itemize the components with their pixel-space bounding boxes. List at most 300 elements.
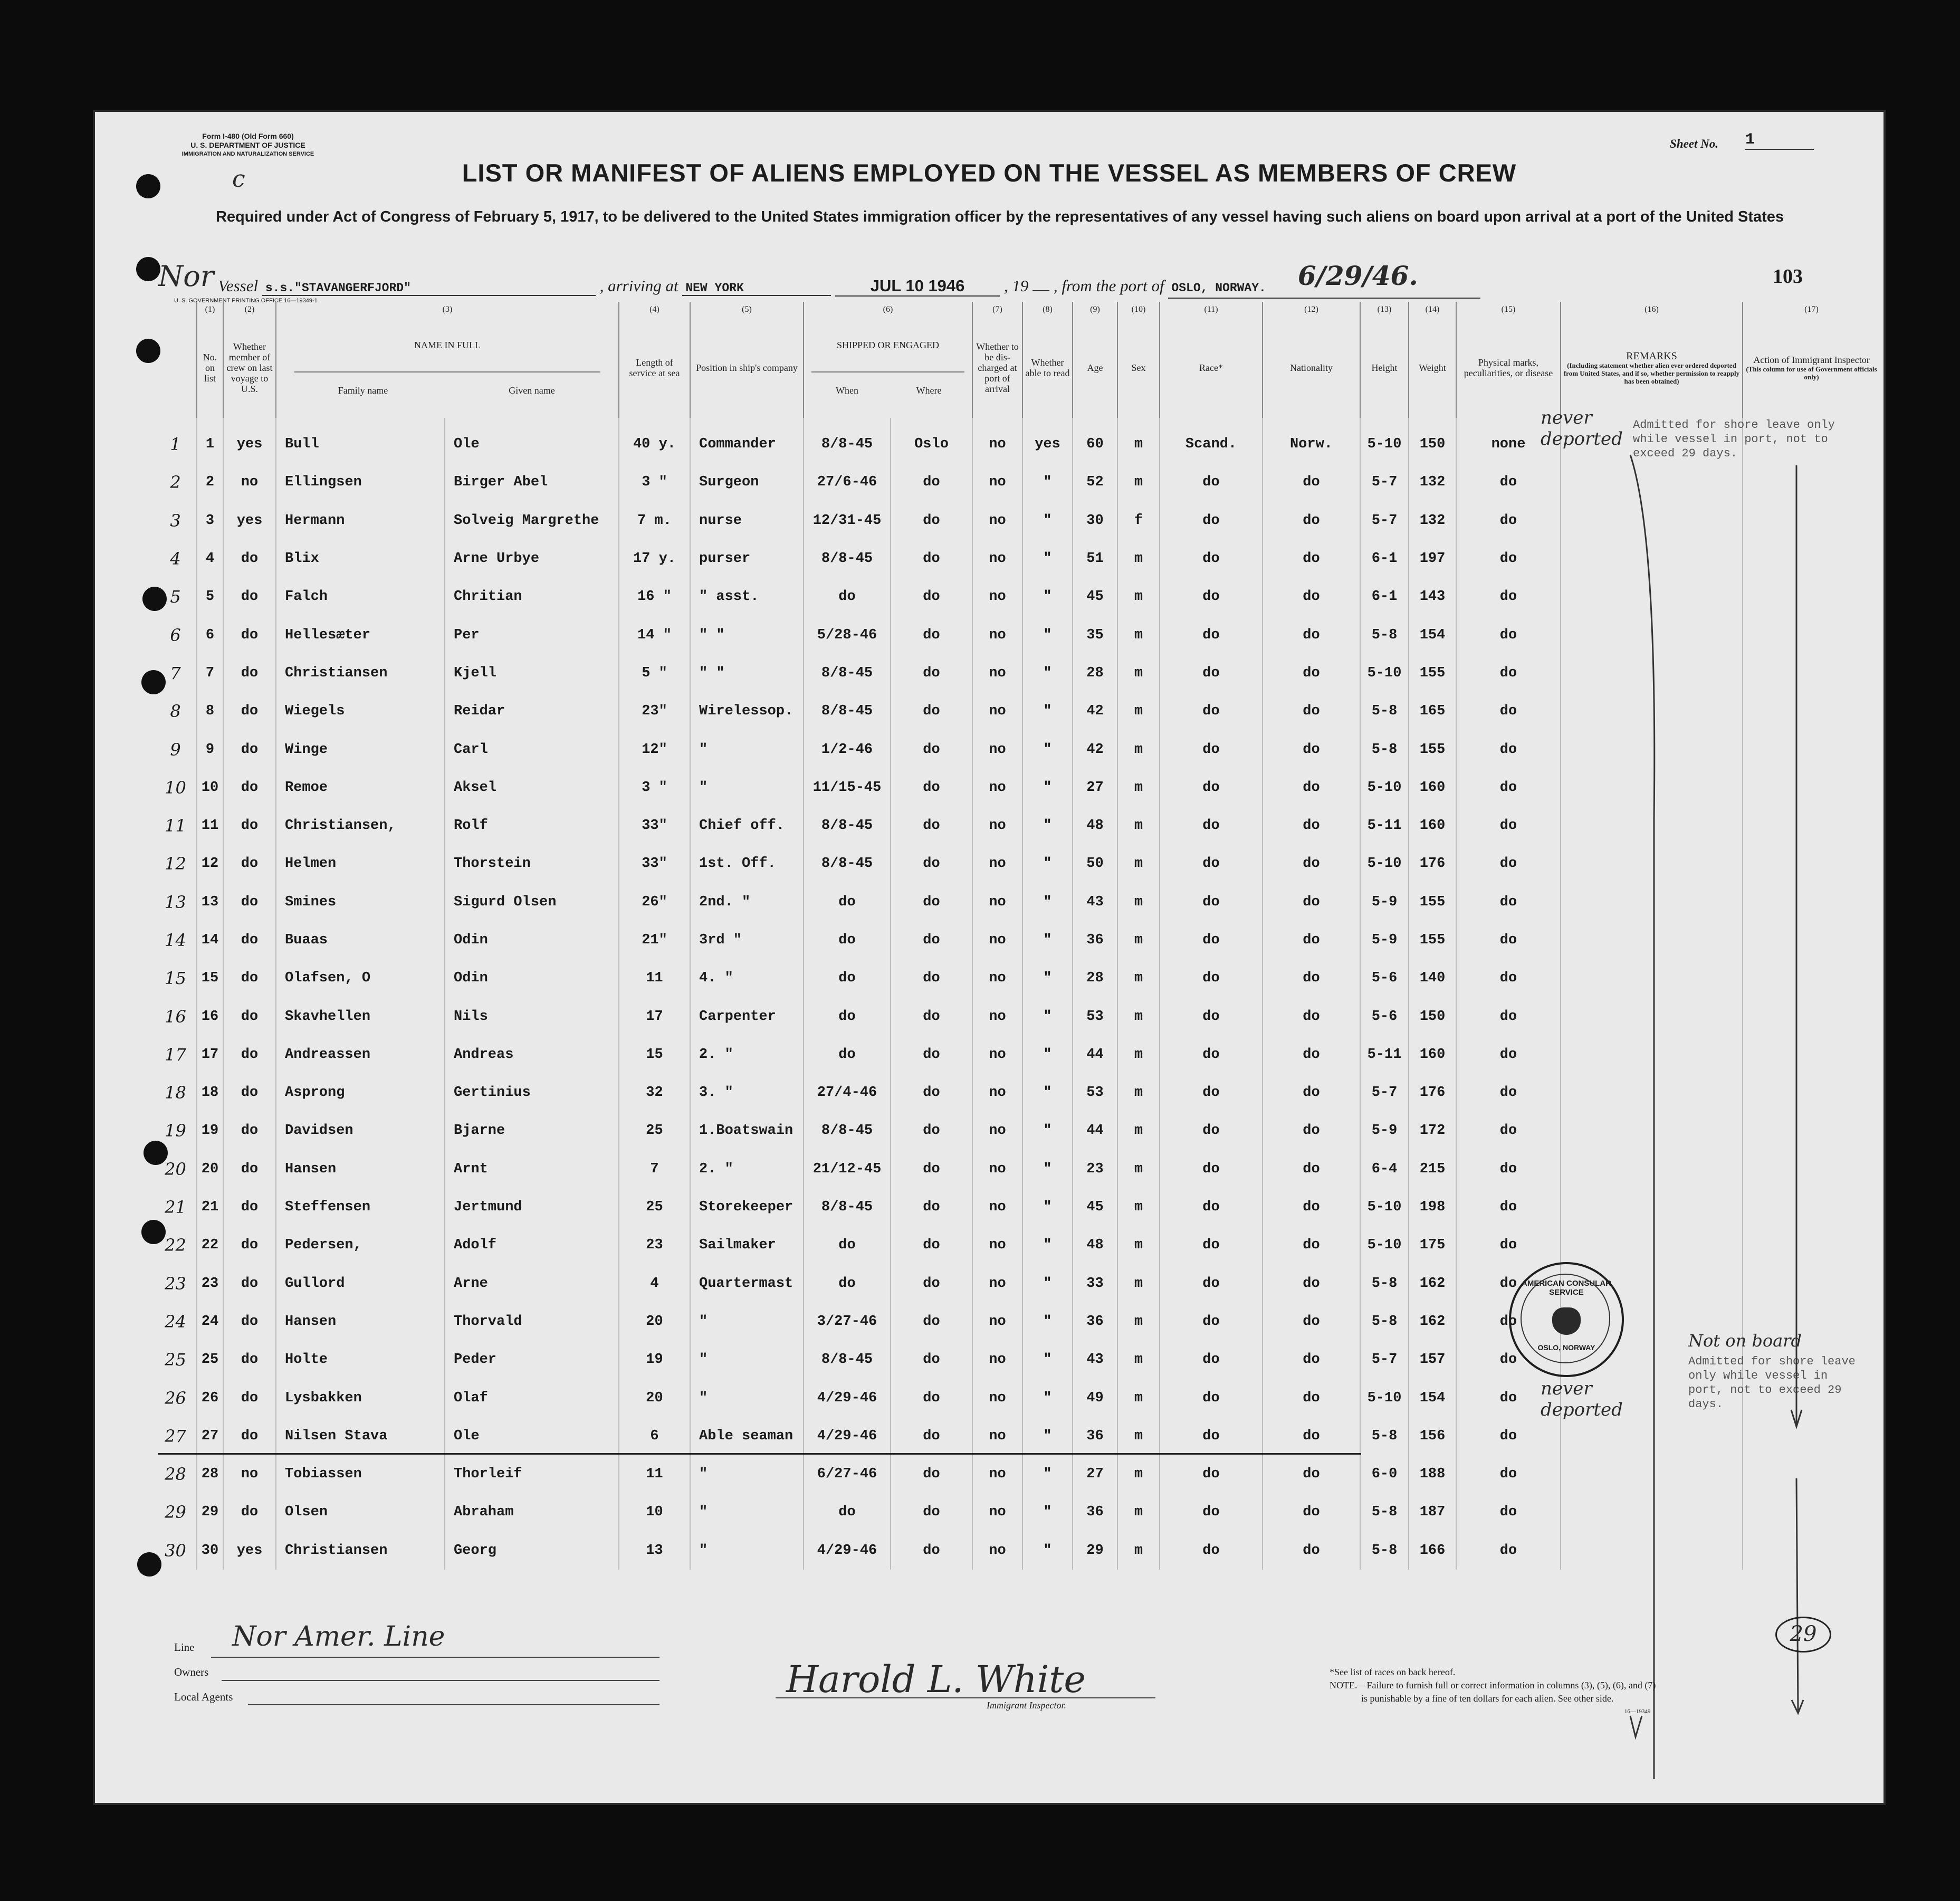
- colnum-8: (8): [1022, 302, 1073, 318]
- sex: m: [1117, 921, 1160, 959]
- height: 5-10: [1360, 1226, 1409, 1264]
- handwritten-row-number: 29: [165, 1502, 186, 1523]
- to-be-discharged: no: [972, 1532, 1022, 1570]
- nationality: do: [1263, 540, 1360, 578]
- height: 5-8: [1360, 1417, 1409, 1455]
- physical-marks: do: [1456, 769, 1561, 807]
- on-last-voyage: yes: [223, 418, 276, 463]
- shipped-where: do: [891, 1074, 972, 1112]
- handwritten-row-number: 1: [170, 434, 181, 455]
- to-be-discharged: no: [972, 1036, 1022, 1074]
- able-to-read: ": [1022, 1341, 1073, 1379]
- height: 5-8: [1360, 730, 1409, 768]
- race: do: [1160, 1188, 1263, 1226]
- able-to-read: ": [1022, 959, 1073, 997]
- family-name: Christiansen: [276, 1532, 445, 1570]
- on-last-voyage: do: [223, 1188, 276, 1226]
- list-number: 12: [197, 845, 223, 883]
- inspector-signature: Harold L. White: [786, 1658, 1086, 1701]
- colnum-10: (10): [1117, 302, 1160, 318]
- race: do: [1160, 1417, 1263, 1455]
- weight: 215: [1409, 1150, 1456, 1188]
- shipped-where: do: [891, 1303, 972, 1341]
- family-name: Davidsen: [276, 1112, 445, 1150]
- on-last-voyage: do: [223, 997, 276, 1035]
- physical-marks: do: [1456, 1150, 1561, 1188]
- on-last-voyage: yes: [223, 502, 276, 540]
- weight: 197: [1409, 540, 1456, 578]
- age: 23: [1073, 1150, 1117, 1188]
- on-last-voyage: do: [223, 616, 276, 654]
- physical-marks: do: [1456, 1188, 1561, 1226]
- length-of-service: 10: [619, 1493, 690, 1531]
- weight: 160: [1409, 807, 1456, 845]
- physical-marks: do: [1456, 463, 1561, 501]
- weight: 162: [1409, 1303, 1456, 1341]
- colnum-12: (12): [1263, 302, 1360, 318]
- weight: 157: [1409, 1341, 1456, 1379]
- departure-port-text: OSLO, NORWAY.: [1171, 281, 1266, 295]
- given-name: Birger Abel: [445, 463, 619, 501]
- height: 5-10: [1360, 769, 1409, 807]
- position: 2. ": [690, 1150, 804, 1188]
- position: Quartermast: [690, 1265, 804, 1303]
- length-of-service: 33": [619, 845, 690, 883]
- physical-marks: do: [1456, 616, 1561, 654]
- age: 50: [1073, 845, 1117, 883]
- length-of-service: 23: [619, 1226, 690, 1264]
- punch-hole: [136, 257, 160, 281]
- race: do: [1160, 730, 1263, 768]
- physical-marks: do: [1456, 1303, 1561, 1341]
- owners-underline: [222, 1680, 659, 1681]
- header-sex: Sex: [1117, 318, 1160, 418]
- header-race: Race*: [1160, 318, 1263, 418]
- race: do: [1160, 845, 1263, 883]
- sex: m: [1117, 1150, 1160, 1188]
- sex: m: [1117, 578, 1160, 616]
- on-last-voyage: do: [223, 1226, 276, 1264]
- nationality: Norw.: [1263, 418, 1360, 463]
- length-of-service: 23": [619, 692, 690, 730]
- length-of-service: 3 ": [619, 769, 690, 807]
- height: 5-8: [1360, 1303, 1409, 1341]
- length-of-service: 7: [619, 1150, 690, 1188]
- able-to-read: ": [1022, 883, 1073, 921]
- nationality: do: [1263, 959, 1360, 997]
- sex: m: [1117, 1493, 1160, 1531]
- seal-city: OSLO, NORWAY: [1537, 1343, 1595, 1352]
- given-name: Sigurd Olsen: [445, 883, 619, 921]
- weight: 150: [1409, 997, 1456, 1035]
- weight: 154: [1409, 616, 1456, 654]
- physical-marks: do: [1456, 654, 1561, 692]
- page-stamp: 103: [1773, 265, 1803, 288]
- able-to-read: ": [1022, 1417, 1073, 1455]
- handwritten-row-number: 11: [165, 816, 186, 836]
- height: 5-8: [1360, 1493, 1409, 1531]
- physical-marks: none: [1456, 418, 1561, 463]
- year-label: , 19: [1003, 276, 1029, 295]
- to-be-discharged: no: [972, 769, 1022, 807]
- family-name: Asprong: [276, 1074, 445, 1112]
- given-name: Ole: [445, 1417, 619, 1455]
- sheet-number-value: 1: [1745, 131, 1814, 150]
- header-discharged: Whether to be dis-charged at port of arrival: [972, 318, 1022, 418]
- given-name: Odin: [445, 921, 619, 959]
- physical-marks: do: [1456, 921, 1561, 959]
- to-be-discharged: no: [972, 1150, 1022, 1188]
- length-of-service: 3 ": [619, 463, 690, 501]
- length-of-service: 11: [619, 1455, 690, 1493]
- list-number: 19: [197, 1112, 223, 1150]
- weight: 160: [1409, 1036, 1456, 1074]
- handwritten-row-number: 17: [165, 1044, 186, 1065]
- position: Chief off.: [690, 807, 804, 845]
- physical-marks: do: [1456, 1417, 1561, 1455]
- weight: 176: [1409, 1074, 1456, 1112]
- age: 36: [1073, 1417, 1117, 1455]
- year-blank: [1032, 290, 1049, 291]
- shipped-when: 3/27-46: [804, 1303, 891, 1341]
- arrival-date-stamp: JUL 10 1946: [835, 276, 1000, 297]
- height: 5-10: [1360, 845, 1409, 883]
- shipped-when: 8/8-45: [804, 418, 891, 463]
- position: 2. ": [690, 1036, 804, 1074]
- header-remarks-title: REMARKS: [1626, 350, 1677, 362]
- list-number: 30: [197, 1532, 223, 1570]
- length-of-service: 14 ": [619, 616, 690, 654]
- sex: m: [1117, 1455, 1160, 1493]
- length-of-service: 6: [619, 1417, 690, 1455]
- vessel-label: Vessel: [218, 276, 259, 295]
- list-number: 10: [197, 769, 223, 807]
- family-name: Falch: [276, 578, 445, 616]
- on-last-voyage: do: [223, 1150, 276, 1188]
- given-name: Bjarne: [445, 1112, 619, 1150]
- shipped-where: do: [891, 1417, 972, 1455]
- row-24-strike-line: [158, 1453, 1361, 1455]
- length-of-service: 7 m.: [619, 502, 690, 540]
- colnum-9: (9): [1073, 302, 1117, 318]
- weight: 132: [1409, 463, 1456, 501]
- on-last-voyage: do: [223, 1074, 276, 1112]
- colnum-13: (13): [1360, 302, 1409, 318]
- sex: m: [1117, 845, 1160, 883]
- weight: 155: [1409, 883, 1456, 921]
- able-to-read: ": [1022, 1493, 1073, 1531]
- sheet-number-label: Sheet No.: [1670, 137, 1718, 150]
- shipped-where: do: [891, 1265, 972, 1303]
- footer-note-3: is punishable by a fine of ten dollars for each alien. See other side.: [1361, 1693, 1614, 1704]
- service-name: IMMIGRATION AND NATURALIZATION SERVICE: [181, 151, 314, 157]
- footer-note-1: *See list of races on back hereof.: [1330, 1667, 1456, 1677]
- length-of-service: 4: [619, 1265, 690, 1303]
- given-name: Adolf: [445, 1226, 619, 1264]
- race: do: [1160, 1265, 1263, 1303]
- physical-marks: do: [1456, 997, 1561, 1035]
- height: 5-8: [1360, 1265, 1409, 1303]
- height: 5-11: [1360, 807, 1409, 845]
- to-be-discharged: no: [972, 1455, 1022, 1493]
- list-number: 4: [197, 540, 223, 578]
- header-action-note: (This column for use of Government officials only): [1746, 365, 1877, 381]
- vessel-name: s.s."STAVANGERFJORD": [262, 281, 596, 296]
- physical-marks: do: [1456, 540, 1561, 578]
- typed-remark-1: Admitted for shore leave only while vessel in port, not to exceed 29 days.: [1633, 418, 1835, 460]
- department-name: U. S. DEPARTMENT OF JUSTICE: [190, 141, 305, 149]
- shipped-when: 27/4-46: [804, 1074, 891, 1112]
- departure-port: [1168, 260, 1480, 299]
- family-name: Andreassen: [276, 1036, 445, 1074]
- race: do: [1160, 578, 1263, 616]
- position: 2nd. ": [690, 883, 804, 921]
- colnum-1: (1): [197, 302, 223, 318]
- to-be-discharged: no: [972, 997, 1022, 1035]
- weight: 176: [1409, 845, 1456, 883]
- sex: m: [1117, 1303, 1160, 1341]
- header-no-on-list: No. on list: [197, 318, 223, 418]
- given-name: Solveig Margrethe: [445, 502, 619, 540]
- position: 1st. Off.: [690, 845, 804, 883]
- eagle-emblem-icon: [1552, 1307, 1581, 1335]
- sex: m: [1117, 1265, 1160, 1303]
- shipped-when: 21/12-45: [804, 1150, 891, 1188]
- sex: m: [1117, 654, 1160, 692]
- family-name: Ellingsen: [276, 463, 445, 501]
- given-name: Thorleif: [445, 1455, 619, 1493]
- family-name: Hansen: [276, 1303, 445, 1341]
- family-name: Lysbakken: [276, 1379, 445, 1417]
- from-port-label: , from the port of: [1053, 276, 1164, 295]
- on-last-voyage: do: [223, 1493, 276, 1531]
- family-name: Hermann: [276, 502, 445, 540]
- length-of-service: 33": [619, 807, 690, 845]
- colnum-17: (17): [1743, 302, 1880, 318]
- race: do: [1160, 654, 1263, 692]
- on-last-voyage: no: [223, 1455, 276, 1493]
- nationality: do: [1263, 1303, 1360, 1341]
- able-to-read: ": [1022, 921, 1073, 959]
- able-to-read: ": [1022, 730, 1073, 768]
- sex: m: [1117, 997, 1160, 1035]
- race: do: [1160, 1455, 1263, 1493]
- age: 28: [1073, 959, 1117, 997]
- footer-note-2: NOTE.—Failure to furnish full or correct information in columns (3), (5), (6), and (7): [1330, 1680, 1656, 1690]
- family-name: Winge: [276, 730, 445, 768]
- to-be-discharged: no: [972, 578, 1022, 616]
- given-name: Arne Urbye: [445, 540, 619, 578]
- position: " ": [690, 654, 804, 692]
- age: 28: [1073, 654, 1117, 692]
- age: 29: [1073, 1532, 1117, 1570]
- given-name: Thorstein: [445, 845, 619, 883]
- signature-title: Immigrant Inspector.: [987, 1700, 1066, 1711]
- given-name: Arnt: [445, 1150, 619, 1188]
- position: nurse: [690, 502, 804, 540]
- race: do: [1160, 1532, 1263, 1570]
- to-be-discharged: no: [972, 1074, 1022, 1112]
- able-to-read: ": [1022, 1150, 1073, 1188]
- handwritten-row-number: 5: [170, 587, 181, 607]
- weight: 132: [1409, 502, 1456, 540]
- handwritten-row-number: 13: [165, 892, 186, 912]
- age: 44: [1073, 1036, 1117, 1074]
- position: Storekeeper: [690, 1188, 804, 1226]
- form-id-block: [169, 132, 327, 159]
- agents-underline: [248, 1704, 659, 1705]
- list-number: 6: [197, 616, 223, 654]
- consular-seal: [1509, 1262, 1624, 1377]
- list-number: 21: [197, 1188, 223, 1226]
- length-of-service: 25: [619, 1188, 690, 1226]
- position: ": [690, 730, 804, 768]
- colnum-16: (16): [1561, 302, 1743, 318]
- sex: m: [1117, 769, 1160, 807]
- nationality: do: [1263, 1150, 1360, 1188]
- header-whether-member: Whether member of crew on last voyage to U.S.: [223, 318, 276, 418]
- length-of-service: 17 y.: [619, 540, 690, 578]
- on-last-voyage: yes: [223, 1532, 276, 1570]
- weight: 188: [1409, 1455, 1456, 1493]
- to-be-discharged: no: [972, 730, 1022, 768]
- corner-mark: c: [232, 166, 245, 193]
- list-number: 29: [197, 1493, 223, 1531]
- weight: 143: [1409, 578, 1456, 616]
- nationality: do: [1263, 616, 1360, 654]
- weight: 198: [1409, 1188, 1456, 1226]
- handwritten-row-number: 21: [165, 1197, 186, 1218]
- position: purser: [690, 540, 804, 578]
- height: 5-9: [1360, 921, 1409, 959]
- given-name: Aksel: [445, 769, 619, 807]
- on-last-voyage: do: [223, 540, 276, 578]
- shipped-when: 8/8-45: [804, 1188, 891, 1226]
- weight: 155: [1409, 730, 1456, 768]
- shipped-where: do: [891, 1532, 972, 1570]
- race: do: [1160, 540, 1263, 578]
- nationality: do: [1263, 883, 1360, 921]
- to-be-discharged: no: [972, 1417, 1022, 1455]
- on-last-voyage: do: [223, 959, 276, 997]
- position: ": [690, 1455, 804, 1493]
- handwritten-row-number: 23: [165, 1273, 186, 1294]
- shipped-where: do: [891, 730, 972, 768]
- length-of-service: 26": [619, 883, 690, 921]
- on-last-voyage: do: [223, 845, 276, 883]
- position: Commander: [690, 418, 804, 463]
- able-to-read: ": [1022, 1265, 1073, 1303]
- circled-count: 29: [1775, 1617, 1831, 1652]
- to-be-discharged: no: [972, 807, 1022, 845]
- nationality: do: [1263, 1532, 1360, 1570]
- handwritten-row-number: 3: [170, 510, 181, 531]
- length-of-service: 20: [619, 1303, 690, 1341]
- arrow-line-1: [1630, 455, 1655, 1779]
- column-header-row: [155, 318, 1880, 418]
- family-name: Tobiassen: [276, 1455, 445, 1493]
- race: do: [1160, 1341, 1263, 1379]
- physical-marks: do: [1456, 1455, 1561, 1493]
- handwritten-row-number: 8: [170, 701, 181, 722]
- shipped-when: 8/8-45: [804, 540, 891, 578]
- footer-form-code: 16—19349: [1624, 1708, 1651, 1715]
- physical-marks: do: [1456, 692, 1561, 730]
- height: 5-8: [1360, 616, 1409, 654]
- weight: 150: [1409, 418, 1456, 463]
- to-be-discharged: no: [972, 502, 1022, 540]
- position: Carpenter: [690, 997, 804, 1035]
- header-length-service: Length of service at sea: [619, 318, 690, 418]
- sex: m: [1117, 540, 1160, 578]
- length-of-service: 13: [619, 1532, 690, 1570]
- age: 36: [1073, 921, 1117, 959]
- able-to-read: ": [1022, 1226, 1073, 1264]
- race: do: [1160, 1036, 1263, 1074]
- family-name: Buaas: [276, 921, 445, 959]
- family-name: Remoe: [276, 769, 445, 807]
- given-name: Olaf: [445, 1379, 619, 1417]
- header-height: Height: [1360, 318, 1409, 418]
- list-number: 16: [197, 997, 223, 1035]
- family-name: Nilsen Stava: [276, 1417, 445, 1455]
- line-label: Line: [174, 1641, 195, 1654]
- age: 48: [1073, 1226, 1117, 1264]
- typed-remark-2: Admitted for shore leave only while vessel in port, not to exceed 29 days.: [1688, 1355, 1856, 1411]
- shipped-where: do: [891, 1150, 972, 1188]
- family-name: Olsen: [276, 1493, 445, 1531]
- to-be-discharged: no: [972, 463, 1022, 501]
- handwritten-row-number: 4: [170, 549, 181, 569]
- height: 6-4: [1360, 1150, 1409, 1188]
- race: do: [1160, 997, 1263, 1035]
- shipped-where: do: [891, 1379, 972, 1417]
- family-name: Hellesæter: [276, 616, 445, 654]
- document-subtitle: Required under Act of Congress of February 5, 1917, to be delivered to the United States immigration officer by the representatives of any vessel having such aliens on board upon arrival at a port of the United States: [215, 208, 1784, 225]
- given-name: Reidar: [445, 692, 619, 730]
- sex: m: [1117, 1226, 1160, 1264]
- to-be-discharged: no: [972, 1303, 1022, 1341]
- age: 36: [1073, 1493, 1117, 1531]
- position: ": [690, 1493, 804, 1531]
- printing-office-line: U. S. GOVERNMENT PRINTING OFFICE 16—19349-1: [174, 298, 318, 304]
- to-be-discharged: no: [972, 921, 1022, 959]
- nationality: do: [1263, 1188, 1360, 1226]
- able-to-read: ": [1022, 997, 1073, 1035]
- footer-notes: [1330, 1666, 1656, 1718]
- height: 5-8: [1360, 1532, 1409, 1570]
- sex: m: [1117, 1074, 1160, 1112]
- shipped-when: do: [804, 921, 891, 959]
- to-be-discharged: no: [972, 540, 1022, 578]
- height: 5-7: [1360, 463, 1409, 501]
- shipped-where: do: [891, 1341, 972, 1379]
- weight: 155: [1409, 654, 1456, 692]
- nationality: do: [1263, 654, 1360, 692]
- length-of-service: 25: [619, 1112, 690, 1150]
- to-be-discharged: no: [972, 959, 1022, 997]
- age: 45: [1073, 1188, 1117, 1226]
- age: 42: [1073, 730, 1117, 768]
- nationality: do: [1263, 1493, 1360, 1531]
- shipped-when: do: [804, 1036, 891, 1074]
- list-number: 11: [197, 807, 223, 845]
- handwritten-row-number: 24: [165, 1311, 186, 1332]
- shipped-when: 8/8-45: [804, 1341, 891, 1379]
- sex: m: [1117, 1532, 1160, 1570]
- race: do: [1160, 769, 1263, 807]
- physical-marks: do: [1456, 502, 1561, 540]
